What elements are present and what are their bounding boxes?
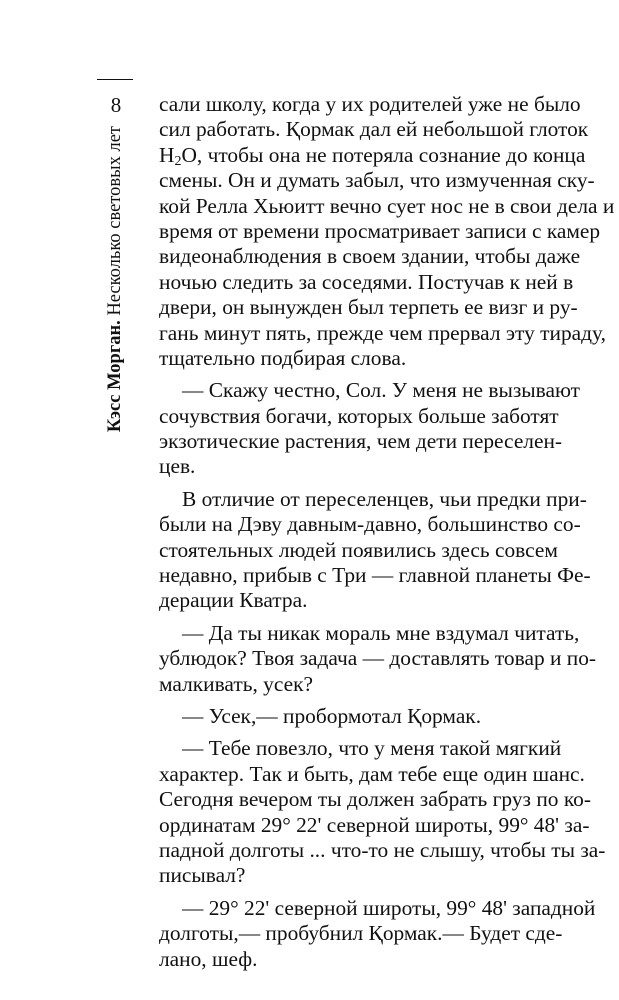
text-line: тщательно подбирая слова.	[159, 345, 407, 370]
paragraph	[159, 92, 615, 371]
paragraph	[159, 736, 606, 888]
text-line: видеонаблюдения в своем здании, чтобы даже	[159, 244, 581, 269]
text-line: — Да ты никак мораль мне вздумал читать,	[182, 620, 580, 645]
paragraph	[159, 704, 556, 729]
running-head-text	[104, 126, 126, 432]
body-text	[159, 92, 615, 972]
paragraph-gap	[159, 697, 556, 704]
paragraph	[159, 620, 597, 697]
text-line	[159, 142, 586, 169]
text-line: стоятельных людей появились здесь совсем	[159, 537, 558, 562]
text-line: — Скажу честно, Сол. У меня не вызывают	[182, 378, 581, 403]
text-line: ординатам 29° 22' северной широты, 99° 48' за-	[159, 812, 590, 837]
text-line: лано, шеф.	[159, 946, 258, 971]
page-number: 8	[110, 93, 122, 117]
text-line: недавно, прибыв с Три — главной планеты Фе-	[159, 563, 591, 588]
text-line: Сегодня вечером ты должен забрать груз по ко-	[159, 787, 591, 812]
text-line: малкивать, усек?	[159, 671, 313, 696]
text-line: смены. Он и думать забыл, что измученная ску-	[159, 168, 595, 193]
formula-symbol: H	[159, 142, 175, 167]
text-line: В отличие от переселенцев, чьи предки при-	[182, 486, 587, 511]
text-line: цев.	[159, 454, 196, 479]
paragraph	[159, 378, 581, 480]
paragraph-gap	[159, 371, 556, 378]
text-line: — 29° 22' северной широты, 99° 48' западной	[182, 895, 596, 920]
text-line: время от времени просматривает записи с камер	[159, 218, 601, 243]
text-line: двери, он вынужден был терпеть ее визг и ру-	[159, 295, 578, 320]
text-line: сил работать. Қормак дал ей небольшой глоток	[159, 117, 589, 142]
paragraph	[159, 895, 596, 972]
running-head-author: Кэсс Морган.	[105, 320, 125, 433]
formula-subscript: 2	[174, 153, 182, 169]
text-line: ночью следить за соседями. Постучав к ней в	[159, 269, 574, 294]
text-line: долготы,— пробубнил Қормак.— Будет сде-	[159, 921, 563, 946]
paragraph-gap	[159, 614, 556, 621]
text-line: гань минут пять, прежде чем прервал эту тираду,	[159, 320, 606, 345]
text-line: характер. Так и быть, дам тебе еще один шанс.	[159, 761, 585, 786]
text-line: ублюдок? Твоя задача — доставлять товар и по-	[159, 646, 597, 671]
paragraph	[159, 486, 591, 614]
paragraph-gap	[159, 889, 556, 896]
text-line: падной долготы ... что-то не слышу, чтобы ты за-	[159, 837, 606, 862]
line-remainder: O, чтобы она не потеряла сознание до конца	[181, 142, 586, 167]
header-rule	[97, 79, 133, 80]
paragraph-gap	[159, 480, 556, 487]
text-line: были на Дэву давным-давно, большинство со-	[159, 512, 581, 537]
running-head-title: Несколько световых лет	[105, 126, 125, 316]
text-line: сочувствия богачи, которых больше заботят	[159, 403, 559, 428]
paragraph-gap	[159, 729, 556, 736]
text-line: сали школу, когда у их родителей уже не было	[159, 92, 581, 116]
text-line: экзотические растения, чем дети переселен-	[159, 429, 563, 454]
text-line: — Усек,— пробормотал Қормак.	[182, 703, 482, 728]
text-line: кой Релла Хьюитт вечно сует нос не в свои дела и	[159, 193, 615, 218]
text-line: писывал?	[159, 863, 246, 888]
text-line: дерации Кватра.	[159, 588, 308, 613]
text-line: — Тебе повезло, что у меня такой мягкий	[182, 736, 562, 761]
